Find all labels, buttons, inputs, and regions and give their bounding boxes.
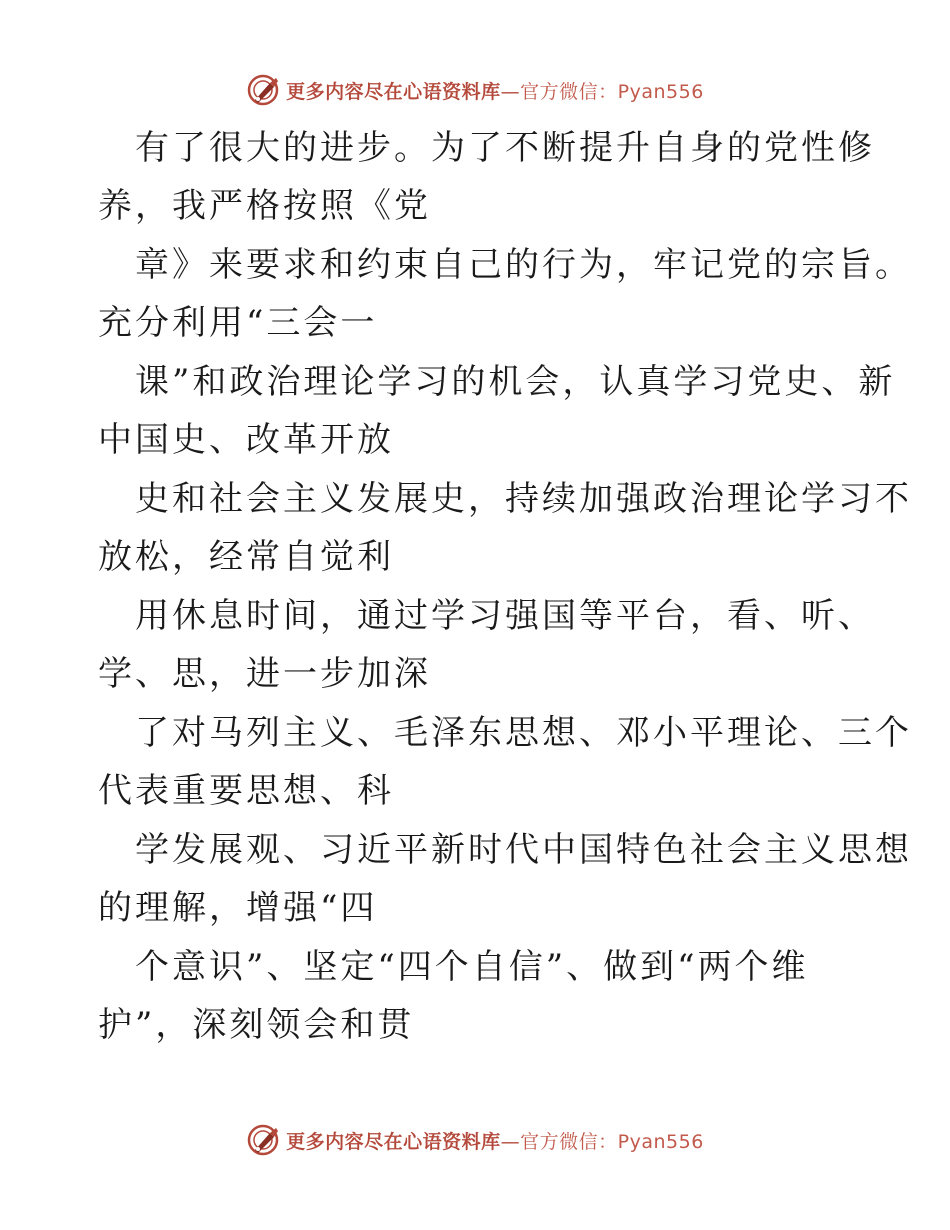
text-line: 史和社会主义发展史，持续加强政治理论学习不 bbox=[135, 479, 912, 519]
pen-nib-logo-icon bbox=[246, 1123, 280, 1157]
header-banner bbox=[0, 70, 950, 110]
text-line: 个意识”、坚定“四个自信”、做到“两个维 bbox=[135, 947, 809, 987]
pen-nib-logo-icon bbox=[246, 73, 280, 107]
banner-main-text: 更多内容尽在心语资料库 bbox=[286, 80, 501, 103]
text-line: 了对马列主义、毛泽东思想、邓小平理论、三个 bbox=[135, 713, 912, 753]
text-line: 课”和政治理论学习的机会，认真学习党史、新 bbox=[135, 362, 896, 402]
text-line: 学、思，进一步加深 bbox=[98, 654, 431, 694]
text-line: 代表重要思想、科 bbox=[98, 771, 394, 811]
banner-text bbox=[286, 1127, 704, 1154]
text-line: 中国史、改革开放 bbox=[98, 420, 394, 460]
text-line: 养，我严格按照《党 bbox=[98, 186, 431, 226]
banner-wechat-text: 官方微信：Pyan556 bbox=[520, 1130, 704, 1153]
banner-dash: — bbox=[500, 80, 521, 103]
banner-text bbox=[286, 77, 704, 104]
text-line: 有了很大的进步。为了不断提升自身的党性修 bbox=[135, 128, 875, 168]
banner-wechat-text: 官方微信：Pyan556 bbox=[520, 80, 704, 103]
text-line: 放松，经常自觉利 bbox=[98, 537, 394, 577]
text-line: 学发展观、习近平新时代中国特色社会主义思想 bbox=[135, 830, 912, 870]
text-line: 章》来要求和约束自己的行为，牢记党的宗旨。 bbox=[135, 245, 912, 285]
text-line: 的理解，增强“四 bbox=[98, 888, 378, 928]
text-line: 充分利用“三会一 bbox=[98, 303, 378, 343]
text-line: 护”，深刻领会和贯 bbox=[98, 1005, 415, 1045]
footer-banner bbox=[0, 1120, 950, 1160]
text-line: 用休息时间，通过学习强国等平台，看、听、 bbox=[135, 596, 875, 636]
banner-dash: — bbox=[500, 1130, 521, 1153]
banner-main-text: 更多内容尽在心语资料库 bbox=[286, 1130, 501, 1153]
